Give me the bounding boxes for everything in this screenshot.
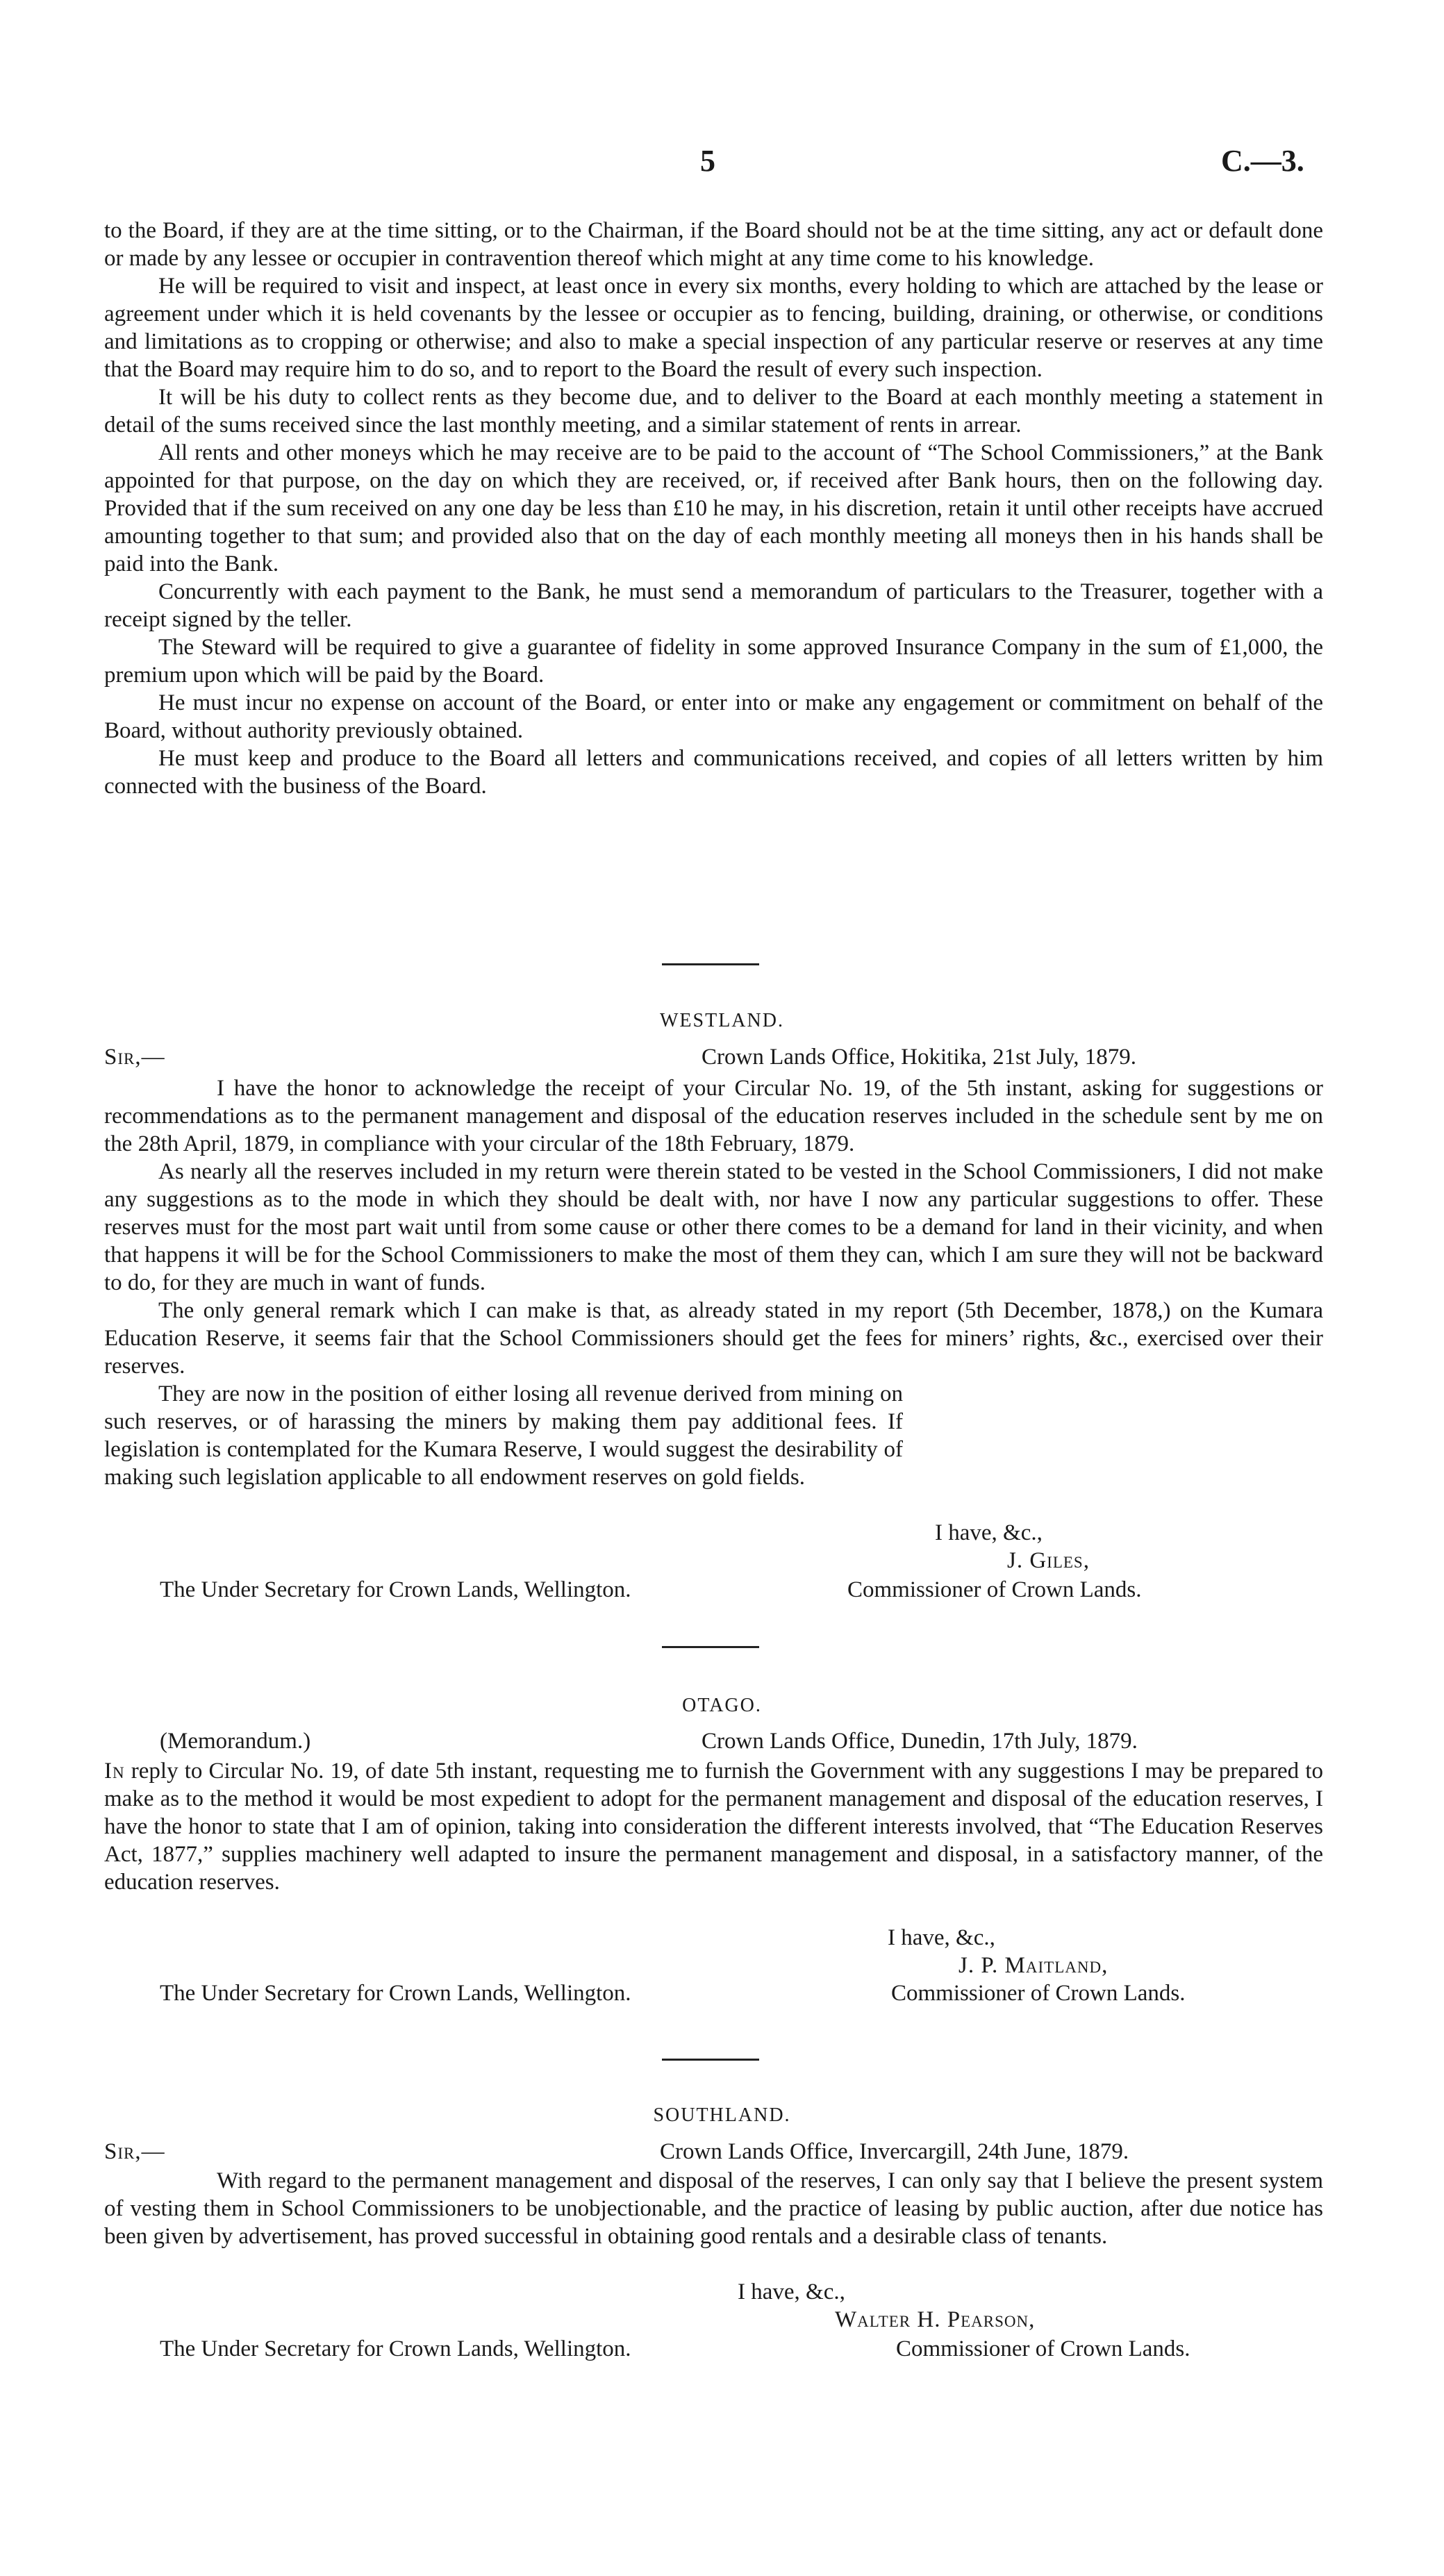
dateline: Crown Lands Office, Invercargill, 24th June, 1879. [660,2139,1129,2164]
paragraph: He will be required to visit and inspect, at least once in every six months, every holding to which are attached by the lease or agreement under which it is held covenants by the lessee or occupier as to fencing, building, draining, or otherwise, or conditions and limitations as to cropping or otherwise; and also to make a special inspection of any particular reserve or reserves at any time that the Board may require him to do so, and to report to the Board the result of every such inspection. [104,274,1323,382]
westland-letter-body [104,1074,1323,1491]
paragraph-text: reply to Circular No. 19, of date 5th instant, requesting me to furnish the Government with any suggestions I may be prepared to make as to the method it would be most expedient to adopt for the permanent management and disposal of the education reserves, I have the honor to state that I am of opinion, taking into consideration the different interests involved, that “The Education Reserves Act, 1877,” supplies machinery well adapted to insure the permanent management and disposal, in a satisfactory manner, of the education reserves. [104,1759,1324,1895]
signer-title: Commissioner of Crown Lands. [891,1981,1186,2006]
addressee: The Under Secretary for Crown Lands, Wellington. [160,1981,631,2006]
closing: I have, &c., [738,2279,845,2304]
paragraph: He must keep and produce to the Board all letters and communications received, and copies of all letters written by him connected with the business of the Board. [104,746,1323,799]
salutation: Sir,— [104,1045,165,1070]
memorandum-label: (Memorandum.) [160,1729,311,1754]
addressee: The Under Secretary for Crown Lands, Wellington. [160,2336,631,2361]
paragraph: As nearly all the reserves included in my return were therein stated to be vested in the School Commissioners, I did not make any suggestions as to the mode in which they should be dealt with, nor have I now any particular suggestions to offer. These reserves must for the most part wait until from some cause or other there comes to be a demand for land in their vicinity, and when that happens it will be for the School Commissioners to make the most of them they can, which I am sure they will not be backward to do, for they are much in want of funds. [104,1159,1323,1295]
section-title-westland: WESTLAND. [660,1010,784,1031]
paragraph [104,1757,1323,1896]
paragraph: It will be his duty to collect rents as they become due, and to deliver to the Board at each monthly meeting a statement in detail of the sums received since the last monthly meeting, and a similar statement of rents in arrear. [104,385,1323,438]
closing: I have, &c., [888,1925,995,1950]
lead-word: In [104,1759,125,1784]
signer-name: J. Giles, [1007,1548,1090,1573]
paragraph: He must incur no expense on account of the Board, or enter into or make any engagement or commitment on behalf of the Board, without authority previously obtained. [104,690,1323,743]
steward-duties-section [104,217,1323,800]
paragraph: All rents and other moneys which he may receive are to be paid to the account of “The School Commissioners,” at the Bank appointed for that purpose, on the day on which they are received, or, if received after Bank hours, then on the following day. Provided that if the sum received on any one day be less than £10 he may, in his discretion, retain it until other receipts have accrued amounting together to that sum; and provided also that on the day of each monthly meeting all moneys then in his hands shall be paid into the Bank. [104,440,1323,576]
salutation: Sir,— [104,2139,165,2164]
signer-title: Commissioner of Crown Lands. [896,2336,1190,2361]
addressee: The Under Secretary for Crown Lands, Wellington. [160,1577,631,1602]
section-title-southland: SOUTHLAND. [653,2104,791,2126]
paragraph: With regard to the permanent management and disposal of the reserves, I can only say that I believe the present system of vesting them in School Commissioners to be unobjectionable, and the practice of leasing by public auction, after due notice has been given by advertisement, has proved successful in obtaining good rentals and a desirable class of tenants. [104,2168,1323,2249]
paragraph: The Steward will be required to give a guarantee of fidelity in some approved Insurance Company in the sum of £1,000, the premium upon which will be paid by the Board. [104,635,1323,688]
signer-name: J. P. Maitland, [958,1953,1109,1978]
signer-name: Walter H. Pearson, [835,2307,1036,2332]
section-divider [662,1646,759,1648]
paragraph: Concurrently with each payment to the Bank, he must send a memorandum of particulars to the Treasurer, together with a receipt signed by the teller. [104,579,1323,632]
page-number: 5 [700,144,715,178]
paragraph: to the Board, if they are at the time sitting, or to the Chairman, if the Board should not be at the time sitting, any act or default done or made by any lessee or occupier in contravention thereof which might at any time come to his knowledge. [104,218,1323,271]
section-divider [662,963,759,965]
section-title-otago: OTAGO. [682,1695,762,1716]
signer-title: Commissioner of Crown Lands. [847,1577,1142,1602]
paragraph: The only general remark which I can make is that, as already stated in my report (5th December, 1878,) on the Kumara Education Reserve, it seems fair that the School Commissioners should get the fees for miners’ rights, &c., exercised over their reserves. [104,1298,1323,1379]
dateline: Crown Lands Office, Dunedin, 17th July, 1879. [702,1729,1138,1754]
otago-memo-body [104,1757,1323,1896]
section-divider [662,2059,759,2061]
closing: I have, &c., [935,1520,1043,1545]
dateline: Crown Lands Office, Hokitika, 21st July, 1879. [702,1045,1137,1070]
southland-letter-body [104,2167,1323,2250]
paragraph: They are now in the position of either losing all revenue derived from mining on such reserves, or of harassing the miners by making them pay additional fees. If legislation is contemplated for the Kumara Reserve, I would suggest the desirability of making such legislation applicable to all endowment reserves on gold fields. [104,1381,903,1490]
paragraph: I have the honor to acknowledge the receipt of your Circular No. 19, of the 5th instant, asking for suggestions or recommendations as to the permanent management and disposal of the education reserves included in the schedule sent by me on the 28th April, 1879, in compliance with your circular of the 18th February, 1879. [104,1076,1323,1156]
paper-reference: C.—3. [1221,144,1304,178]
page-header [0,143,1444,185]
